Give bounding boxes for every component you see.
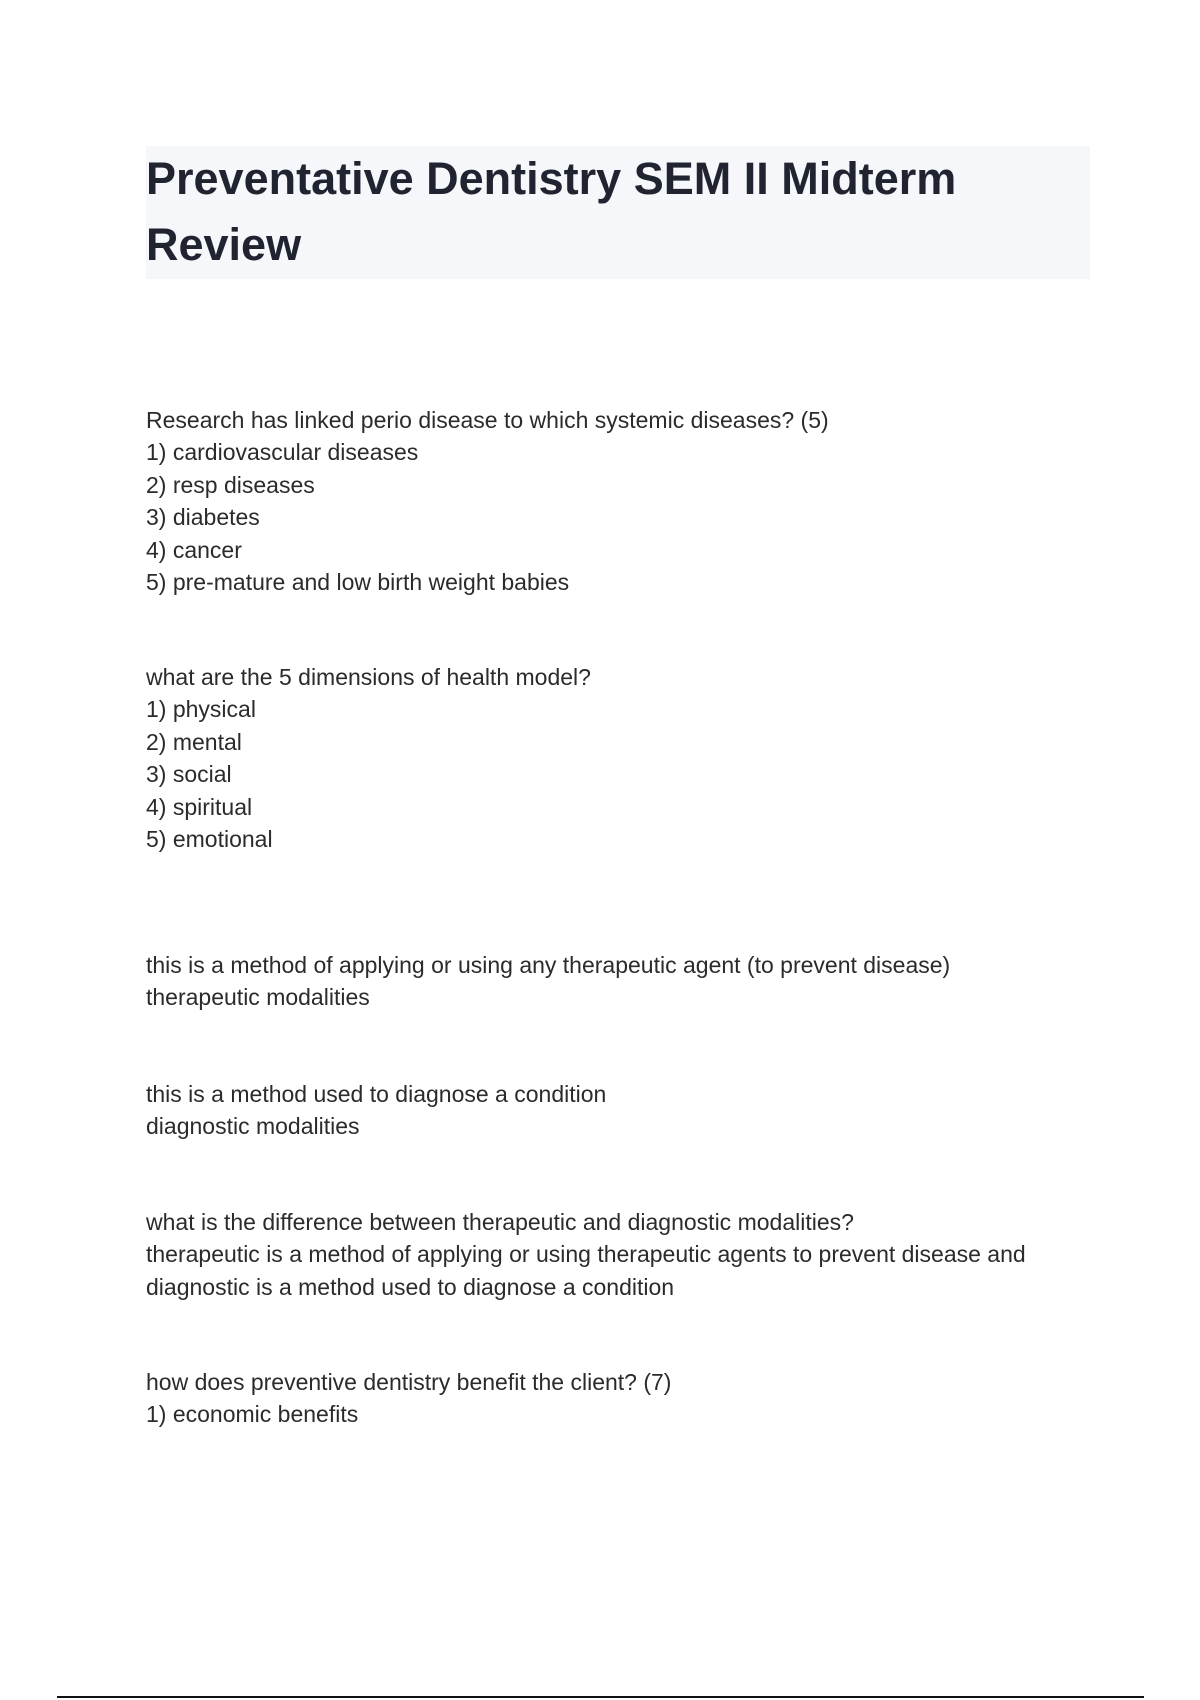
answer-line: 4) cancer	[146, 536, 242, 563]
question-text: this is a method of applying or using any therapeutic agent (to prevent disease)	[146, 952, 951, 978]
page-bottom-rule	[57, 1696, 1144, 1698]
document-title: Preventative Dentistry SEM II Midterm Review	[146, 153, 957, 270]
answer-line: 5) emotional	[146, 826, 273, 853]
answer-line: 4) spiritual	[146, 793, 253, 820]
flashcard-6	[146, 1366, 1106, 1431]
answer-line: 3) social	[146, 761, 232, 788]
answer-line: 5) pre-mature and low birth weight babies	[146, 569, 570, 596]
flashcard-5	[146, 1206, 1106, 1303]
question-text: how does preventive dentistry benefit the client? (7)	[146, 1369, 672, 1395]
answer-line: therapeutic modalities	[146, 984, 370, 1011]
question-text: Research has linked perio disease to which systemic diseases? (5)	[146, 407, 829, 433]
answer-line: 1) cardiovascular diseases	[146, 439, 419, 466]
answer-line: diagnostic modalities	[146, 1113, 360, 1140]
question-text: what is the difference between therapeutic and diagnostic modalities?	[146, 1209, 854, 1235]
answer-line: 3) diabetes	[146, 504, 260, 531]
answer-line: 1) physical	[146, 696, 256, 723]
title-banner	[146, 146, 1090, 279]
flashcard-3	[146, 949, 1106, 1014]
answer-line: 2) resp diseases	[146, 471, 315, 498]
answer-line: therapeutic is a method of applying or using therapeutic agents to prevent disease and	[146, 1241, 1026, 1268]
answer-line: 2) mental	[146, 728, 242, 755]
flashcard-2	[146, 661, 1106, 855]
answer-line: 1) economic benefits	[146, 1401, 359, 1428]
question-text: what are the 5 dimensions of health model?	[146, 664, 591, 690]
question-text: this is a method used to diagnose a condition	[146, 1081, 607, 1107]
flashcard-4	[146, 1078, 1106, 1143]
answer-line: diagnostic is a method used to diagnose a condition	[146, 1273, 675, 1300]
flashcard-1	[146, 404, 1106, 598]
